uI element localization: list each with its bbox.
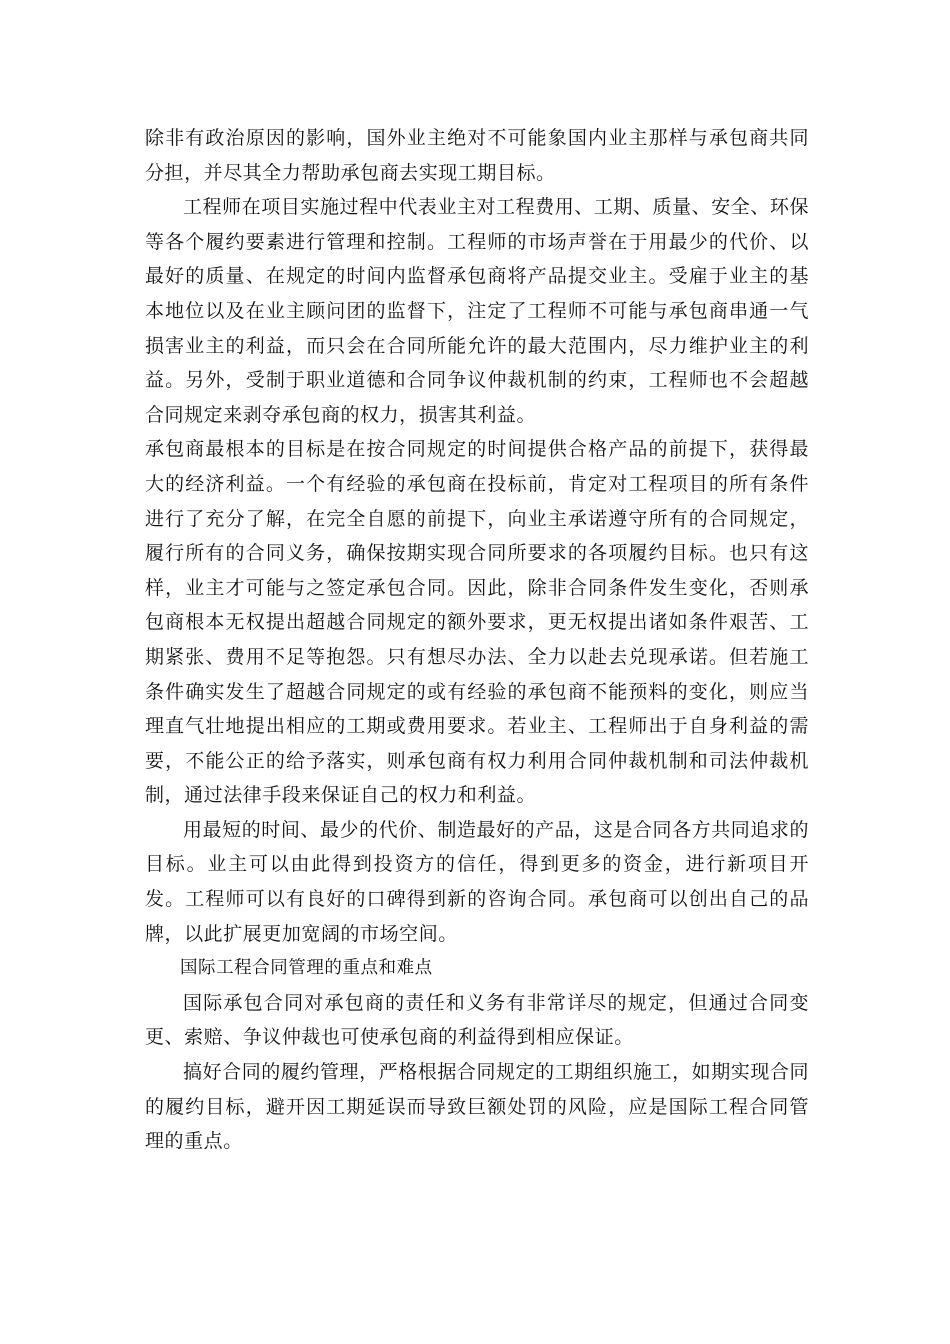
paragraph-continuation: 除非有政治原因的影响，国外业主绝对不可能象国内业主那样与承包商共同分担，并尽其全力帮助承包商去实现工期目标。 bbox=[145, 127, 809, 184]
paragraph-contract-obligations: 国际承包合同对承包商的责任和义务有非常详尽的规定，但通过合同变更、索赔、争议仲裁也可使承包商的利益得到相应保证。 bbox=[145, 991, 809, 1049]
paragraph-performance-management: 搞好合同的履约管理，严格根据合同规定的工期组织施工，如期实现合同的履约目标，避开因工期延误而导致巨额处罚的风险，应是国际工程合同管理的重点。 bbox=[145, 1061, 809, 1153]
section-heading: 国际工程合同管理的重点和难点 bbox=[180, 958, 433, 979]
document-body bbox=[145, 121, 809, 1159]
paragraph-contractor: 承包商最根本的目标是在按合同规定的时间提供合格产品的前提下，获得最大的经济利益。一个有经验的承包商在投标前，肯定对工程项目的所有条件进行了充分了解，在完全自愿的前提下，向业主承诺遵守所有的合同规定，履行所有的合同义务，确保按期实现合同所要求的各项履约目标。也只有这样，业主才可能与之签定承包合同。因此，除非合同条件发生变化，否则承包商根本无权提出超越合同规定的额外要求，更无权提出诸如条件艰苦、工期紧张、费用不足等抱怨。只有想尽办法、全力以赴去兑现承诺。但若施工条件确实发生了超越合同规定的或有经验的承包商不能预料的变化，则应当理直气壮地提出相应的工期或费用要求。若业主、工程师出于自身利益的需要，不能公正的给予落实，则承包商有权力利用合同仲裁机制和司法仲裁机制，通过法律手段来保证自己的权力和利益。 bbox=[145, 438, 809, 807]
paragraph-engineer: 工程师在项目实施过程中代表业主对工程费用、工期、质量、安全、环保等各个履约要素进行管理和控制。工程师的市场声誉在于用最少的代价、以最好的质量、在规定的时间内监督承包商将产品提交业主。受雇于业主的基本地位以及在业主顾问团的监督下，注定了工程师不可能与承包商串通一气损害业主的利益，而只会在合同所能允许的最大范围内，尽力维护业主的利益。另外，受制于职业道德和合同争议仲裁机制的约束，工程师也不会超越合同规定来剥夺承包商的权力，损害其利益。 bbox=[145, 196, 809, 426]
paragraph-common-goal: 用最短的时间、最少的代价、制造最好的产品，这是合同各方共同追求的目标。业主可以由此得到投资方的信任，得到更多的资金，进行新项目开发。工程师可以有良好的口碑得到新的咨询合同。承包商可以创出自己的品牌，以此扩展更加宽阔的市场空间。 bbox=[145, 818, 809, 945]
